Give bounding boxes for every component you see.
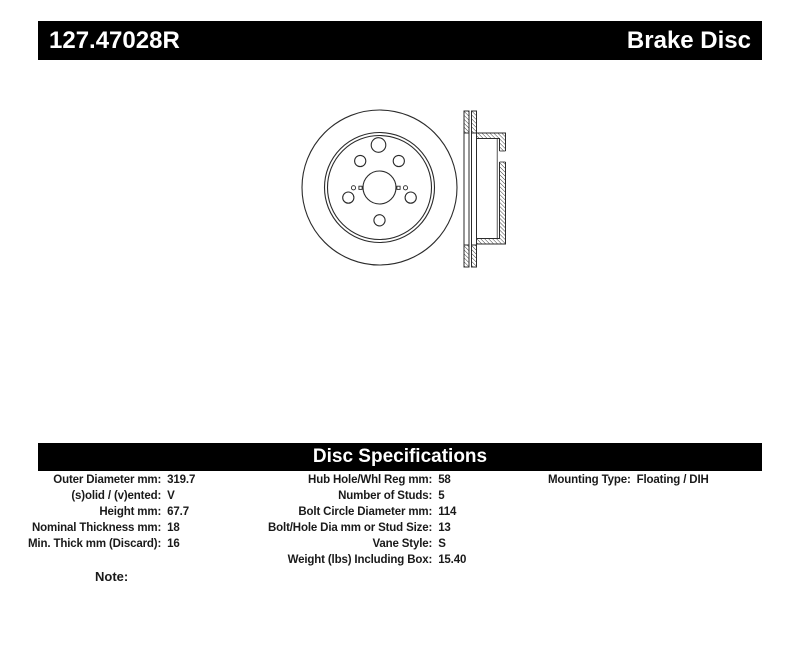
spec-label: Nominal Thickness mm:: [32, 522, 162, 534]
spec-value: 58: [438, 474, 451, 486]
spec-row: [28, 472, 195, 488]
spec-row: [268, 472, 466, 488]
spec-value: 16: [167, 538, 180, 550]
header-bar: [38, 21, 762, 60]
spec-label: Height mm:: [99, 506, 162, 518]
spec-label: Weight (lbs) Including Box:: [287, 554, 433, 566]
hub-notch: [397, 186, 400, 189]
stud-hole: [355, 155, 366, 166]
product-type: Brake Disc: [626, 26, 751, 54]
spec-value: 67.7: [167, 506, 189, 518]
stud-hole: [393, 155, 404, 166]
hub-hole-circle: [363, 171, 396, 204]
spec-value: 15.40: [438, 554, 467, 566]
spec-label: Number of Studs:: [338, 490, 433, 502]
spec-value: 18: [167, 522, 180, 534]
spec-label: (s)olid / (v)ented:: [71, 490, 162, 502]
spec-label: Min. Thick mm (Discard):: [28, 538, 162, 550]
spec-value: 13: [438, 522, 451, 534]
note-label: Note:: [95, 569, 129, 584]
spec-column-dimensions: [28, 472, 195, 552]
brake-disc-front-view: [302, 110, 457, 265]
stud-hole: [343, 192, 354, 203]
stud-hole: [405, 192, 416, 203]
spec-value: V: [167, 490, 175, 502]
spec-section-title: Disc Specifications: [38, 443, 762, 471]
stud-hole: [374, 215, 385, 226]
spec-value: 5: [438, 490, 445, 502]
spec-row: [268, 504, 466, 520]
hat-mounting-hole: [499, 151, 506, 162]
outer-diameter-circle: [302, 110, 457, 265]
brake-disc-technical-drawing: [280, 95, 520, 280]
spec-value: Floating / DIH: [636, 474, 709, 486]
spec-label: Bolt Circle Diameter mm:: [298, 506, 433, 518]
spec-value: 319.7: [167, 474, 196, 486]
spec-row: [28, 520, 195, 536]
set-screw-hole: [351, 186, 355, 190]
part-number: 127.47028R: [49, 26, 180, 54]
set-screw-hole: [403, 186, 407, 190]
spec-row: [268, 488, 466, 504]
spec-column-hub: [268, 472, 466, 568]
spec-label: Mounting Type:: [548, 474, 631, 486]
hub-notch: [359, 186, 362, 189]
spec-row: [268, 536, 466, 552]
spec-column-mounting: [548, 472, 709, 488]
spec-row: [268, 520, 466, 536]
spec-value: 114: [438, 506, 457, 518]
spec-label: Hub Hole/Whl Reg mm:: [308, 474, 433, 486]
spec-row: [28, 536, 195, 552]
balance-hole: [371, 138, 386, 153]
brake-disc-side-section: [464, 111, 506, 267]
spec-label: Vane Style:: [372, 538, 433, 550]
spec-value: S: [438, 538, 446, 550]
hat-edge-inner-circle: [328, 136, 432, 240]
hat-section: [477, 133, 506, 244]
spec-row: [28, 504, 195, 520]
spec-row: [28, 488, 195, 504]
spec-label: Bolt/Hole Dia mm or Stud Size:: [268, 522, 433, 534]
spec-label: Outer Diameter mm:: [53, 474, 162, 486]
spec-row: [268, 552, 466, 568]
spec-row: [548, 472, 709, 488]
